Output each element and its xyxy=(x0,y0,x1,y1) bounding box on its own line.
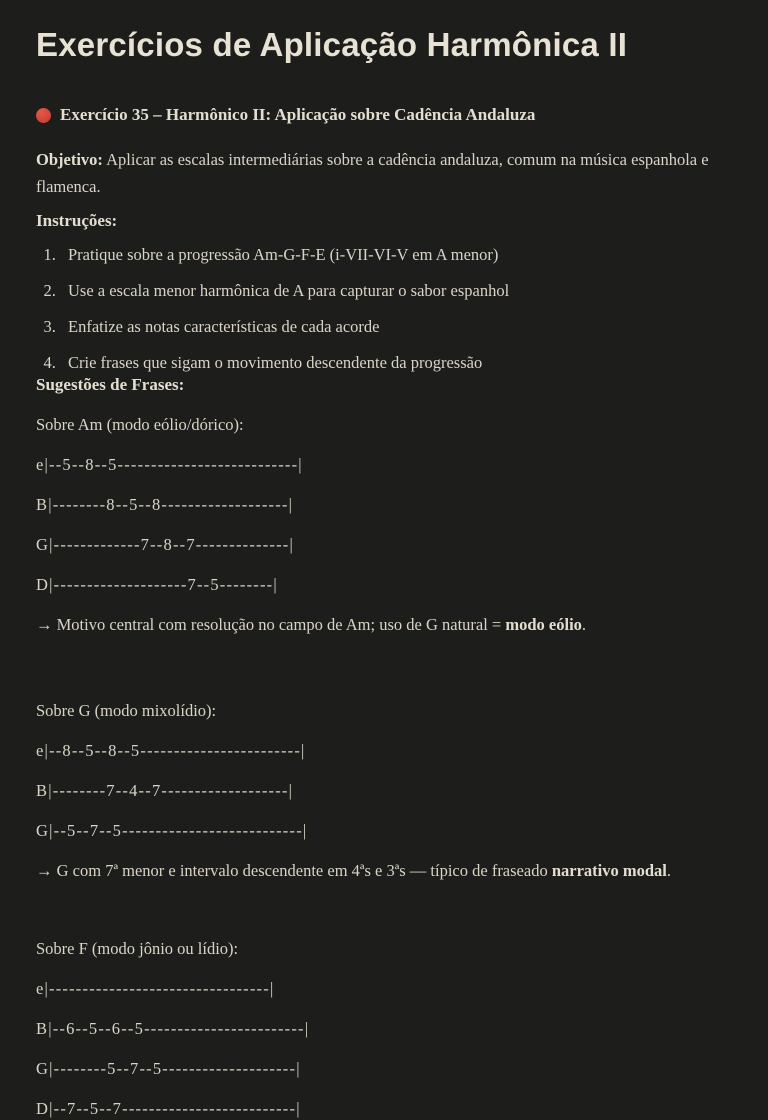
section-f-heading: Sobre F (modo jônio ou lídio): xyxy=(36,939,239,958)
section-g xyxy=(36,700,728,882)
section-g-note xyxy=(36,860,728,882)
tab-line-d: D|--7--5--7--------------------------| xyxy=(36,1099,301,1118)
tab-line-b: B|--------8--5--8-------------------| xyxy=(36,495,294,514)
instructions-label: Instruções: xyxy=(36,211,118,230)
note-suffix: . xyxy=(581,615,587,634)
suggestions-label: Sugestões de Frases: xyxy=(36,375,185,394)
objective-paragraph xyxy=(36,146,728,200)
section-am-heading: Sobre Am (modo eólio/dórico): xyxy=(36,415,244,434)
exercise-heading-text: Exercício 35 – Harmônico II: Aplicação sobre Cadência Andaluza xyxy=(60,105,536,124)
section-am xyxy=(36,414,728,636)
instruction-item-2: 2. Use a escala menor harmônica de A para capturar o sabor espanhol xyxy=(60,280,728,302)
section-g-heading: Sobre G (modo mixolídio): xyxy=(36,701,217,720)
objective-label: Objetivo: xyxy=(36,150,103,169)
tab-line-e: e|--8--5--8--5------------------------| xyxy=(36,741,306,760)
note-suffix: . xyxy=(666,861,671,880)
section-f xyxy=(36,938,728,1120)
note-bold-text: modo eólio xyxy=(505,615,582,634)
page-title: Exercícios de Aplicação Harmônica II xyxy=(36,26,628,63)
note-text: → G com 7ª menor e intervalo descendente em 4ªs e 3ªs — típico de fraseado xyxy=(36,861,552,880)
tab-line-b: B|--------7--4--7-------------------| xyxy=(36,781,294,800)
tab-line-g: G|--------5--7--5--------------------| xyxy=(36,1059,301,1078)
exercise-heading xyxy=(36,104,728,126)
objective-text: Aplicar as escalas intermediárias sobre a cadência andaluza, comum na música espanhola e flamenca. xyxy=(36,150,709,196)
instruction-item-1: 1. Pratique sobre a progressão Am-G-F-E (i-VII-VI-V em A menor) xyxy=(60,244,728,266)
tab-line-e: e|--5--8--5---------------------------| xyxy=(36,455,303,474)
instruction-item-3: 3. Enfatize as notas características de cada acorde xyxy=(60,316,728,338)
tab-line-d: D|--------------------7--5--------| xyxy=(36,575,278,594)
tab-line-g: G|-------------7--8--7--------------| xyxy=(36,535,295,554)
instructions-list xyxy=(36,244,728,374)
note-text: → Motivo central com resolução no campo de Am; uso de G natural = xyxy=(36,615,506,634)
section-am-note xyxy=(36,614,728,636)
red-circle-icon xyxy=(36,108,51,123)
instruction-item-4: 4. Crie frases que sigam o movimento descendente da progressão xyxy=(60,352,728,374)
note-bold-text: narrativo modal xyxy=(551,861,667,880)
tab-line-g: G|--5--7--5---------------------------| xyxy=(36,821,308,840)
tab-line-b: B|--6--5--6--5------------------------| xyxy=(36,1019,310,1038)
tab-line-e: e|---------------------------------| xyxy=(36,979,275,998)
